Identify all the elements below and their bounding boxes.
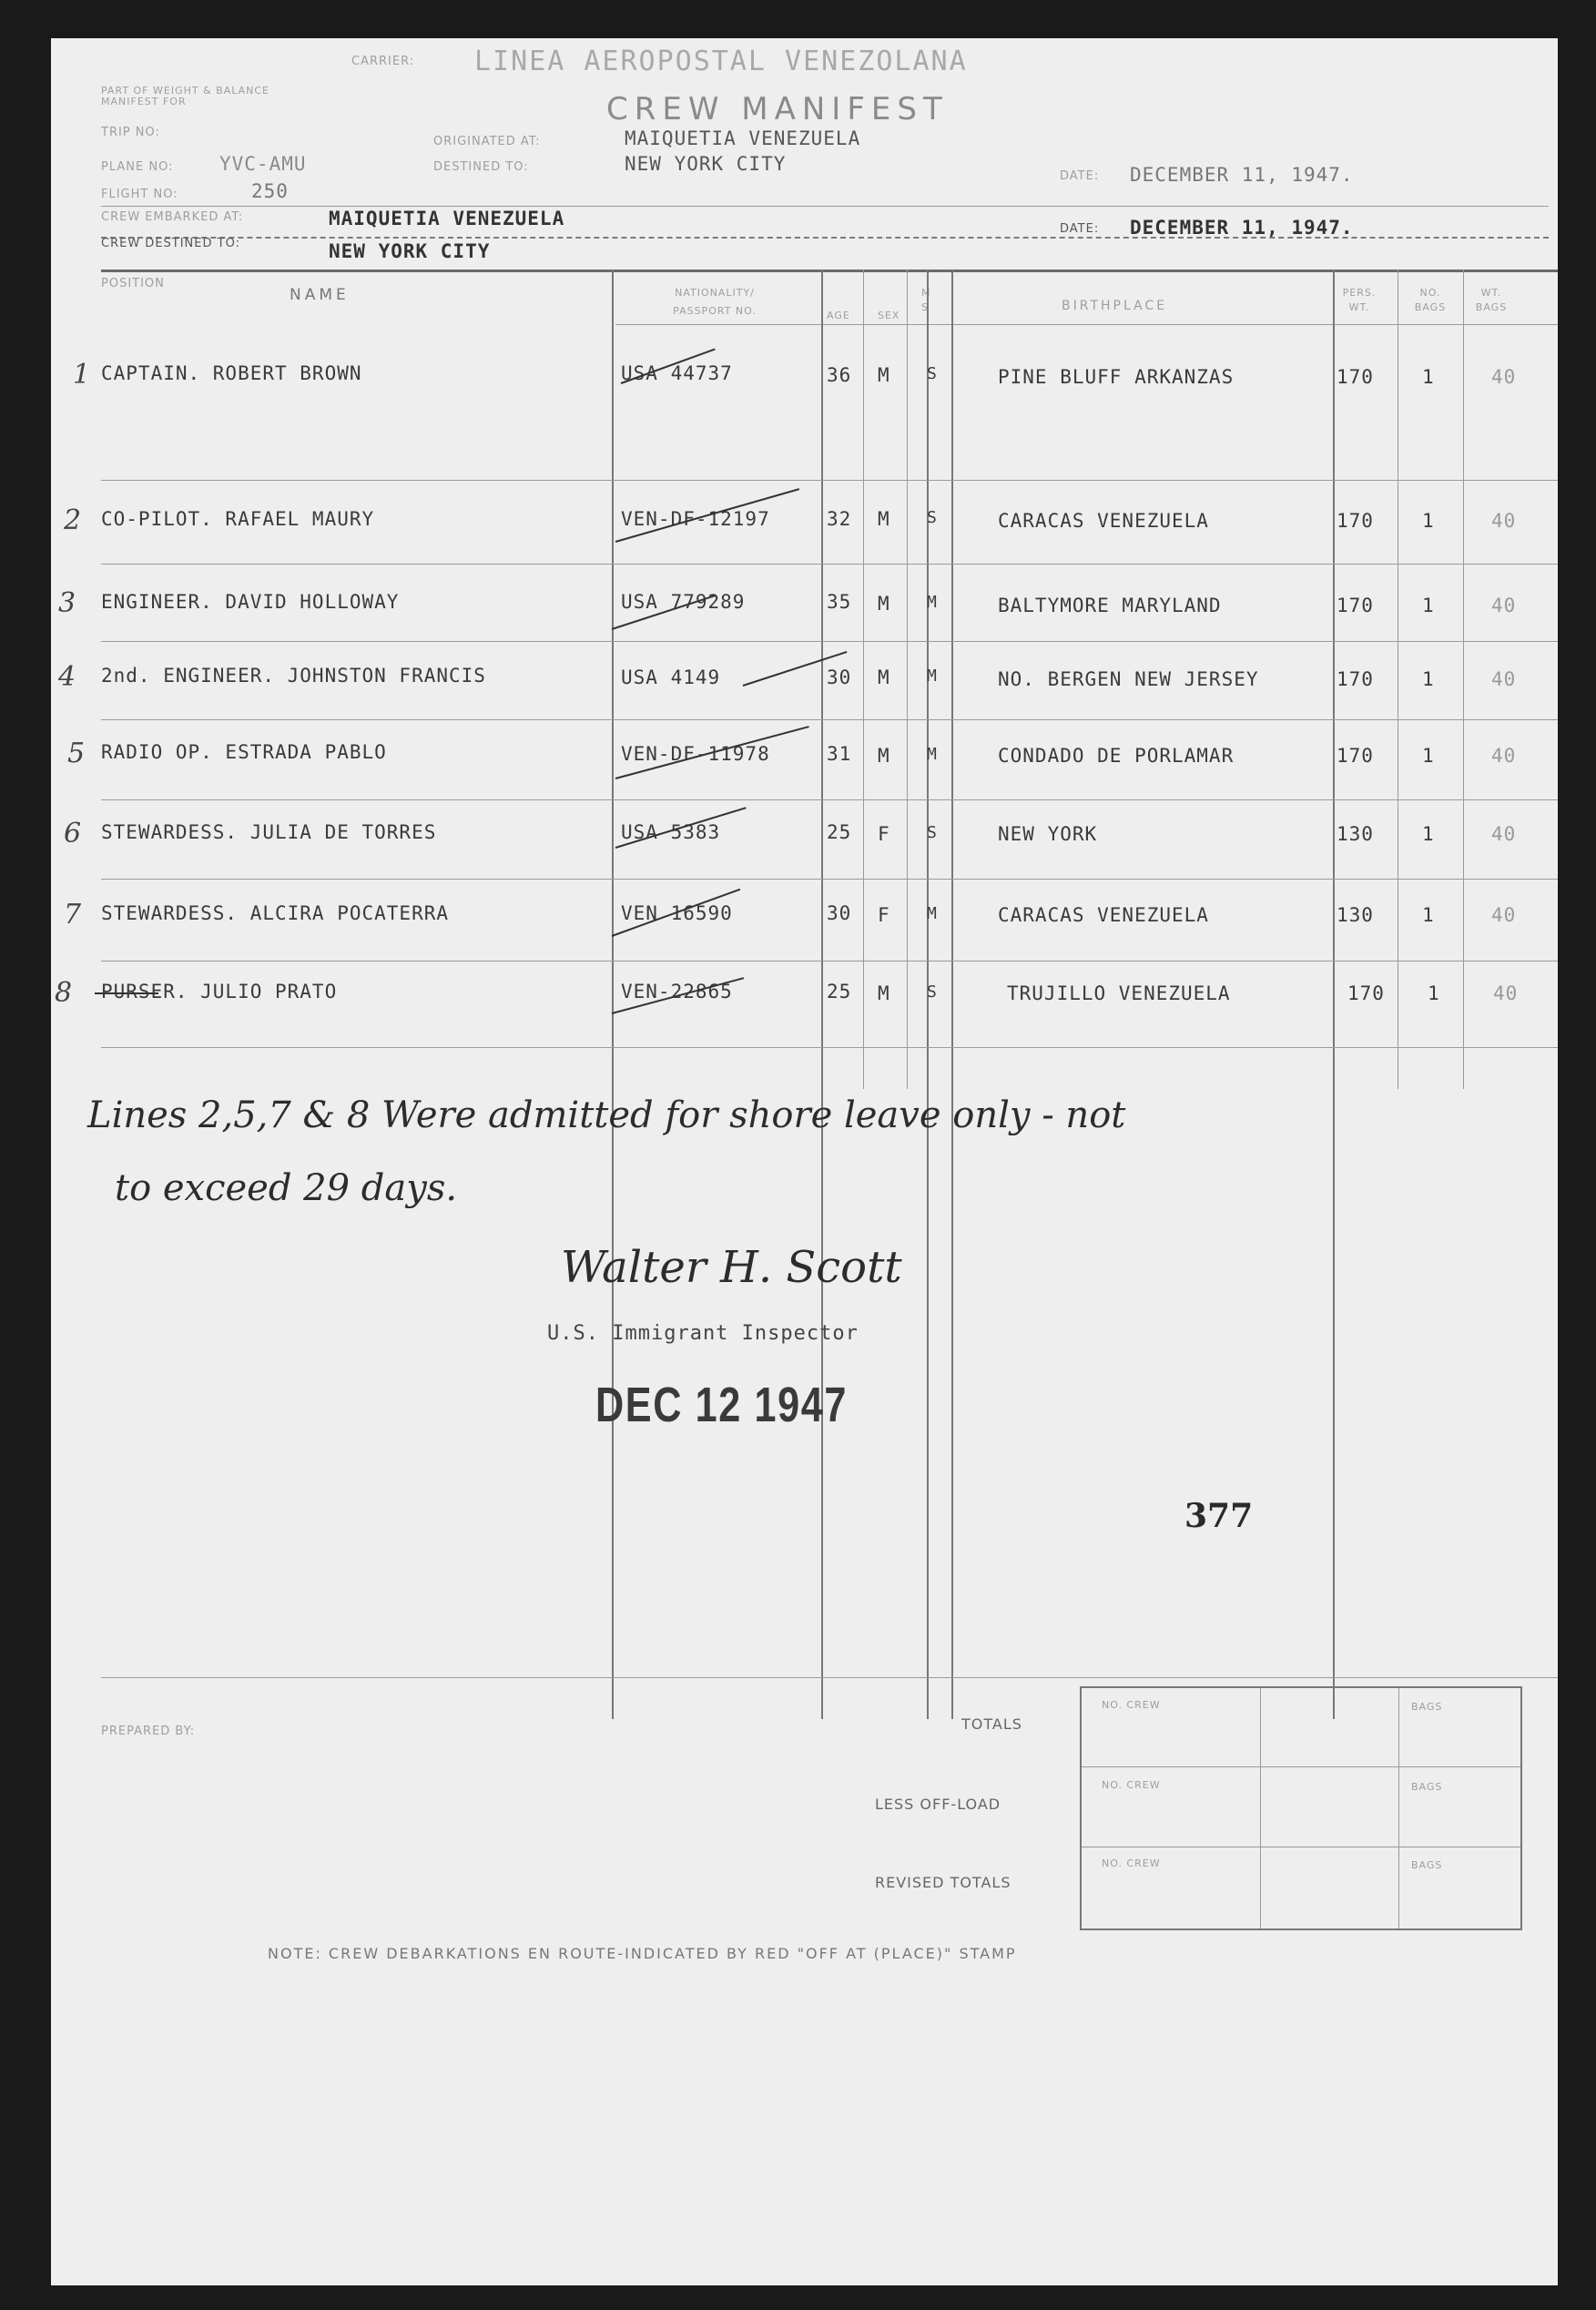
col-ms: M S: [921, 287, 931, 313]
bags-label: BAGS: [1411, 1781, 1443, 1793]
inspector-signature: Walter H. Scott: [561, 1242, 902, 1293]
bag-weight: 40: [1491, 366, 1517, 388]
birthplace: CARACAS VENEZUELA: [998, 510, 1209, 532]
weight: 170: [1337, 510, 1374, 532]
no-crew-label: NO. CREW: [1102, 1857, 1161, 1869]
inspector-title: U.S. Immigrant Inspector: [547, 1322, 859, 1345]
marital-status: M: [927, 667, 938, 686]
carrier-name: LINEA AEROPOSTAL VENEZOLANA: [474, 46, 968, 77]
col-no-bags: NO. BAGS: [1414, 287, 1447, 313]
passport: VEN-DF-11978: [621, 743, 770, 765]
bags: 1: [1422, 745, 1435, 767]
row-number: 6: [64, 818, 82, 850]
bag-weight: 40: [1491, 823, 1517, 845]
date2-label: DATE:: [1060, 222, 1100, 236]
prepared-by-label: PREPARED BY:: [101, 1725, 196, 1738]
totals-label: TOTALS: [961, 1715, 1022, 1733]
birthplace: NO. BERGEN NEW JERSEY: [998, 668, 1259, 690]
originated-value: MAIQUETIA VENEZUELA: [625, 127, 861, 149]
destined-value: NEW YORK CITY: [625, 153, 787, 175]
col-sex: SEX: [878, 310, 900, 321]
manifest-page: [51, 38, 1558, 2285]
birthplace: PINE BLUFF ARKANZAS: [998, 366, 1235, 388]
row-number: 7: [64, 899, 82, 931]
date2-value: DECEMBER 11, 1947.: [1130, 217, 1354, 239]
sex: M: [878, 364, 890, 386]
passport: USA 44737: [621, 362, 733, 384]
part-of-label: PART OF WEIGHT & BALANCE MANIFEST FOR: [101, 85, 269, 107]
weight: 130: [1337, 823, 1374, 845]
age: 35: [827, 591, 852, 613]
flight-value: 250: [251, 180, 289, 202]
position-name: CAPTAIN. ROBERT BROWN: [101, 362, 362, 384]
marital-status: M: [927, 593, 938, 612]
position-name: PURSER. JULIO PRATO: [101, 981, 338, 1002]
col-name: NAME: [290, 286, 350, 304]
date-label: DATE:: [1060, 169, 1100, 183]
sex: F: [878, 904, 890, 926]
bags: 1: [1422, 904, 1435, 926]
embarked-label: CREW EMBARKED AT:: [101, 210, 244, 224]
age: 32: [827, 508, 852, 530]
date-value: DECEMBER 11, 1947.: [1130, 164, 1354, 186]
row-number: 1: [73, 359, 91, 391]
flight-label: FLIGHT NO:: [101, 188, 178, 201]
age: 25: [827, 821, 852, 843]
age: 25: [827, 981, 852, 1002]
bag-weight: 40: [1491, 904, 1517, 926]
bag-weight: 40: [1491, 595, 1517, 616]
less-offload-label: LESS OFF-LOAD: [875, 1796, 1001, 1813]
no-crew-label: NO. CREW: [1102, 1699, 1161, 1711]
birthplace: NEW YORK: [998, 823, 1098, 845]
bags-label: BAGS: [1411, 1701, 1443, 1713]
handwritten-note-line2: to exceed 29 days.: [115, 1167, 458, 1209]
bags-label: BAGS: [1411, 1859, 1443, 1871]
marital-status: S: [927, 364, 938, 383]
birthplace: TRUJILLO VENEZUELA: [1007, 982, 1231, 1004]
passport: VEN 16590: [621, 902, 733, 924]
sex: M: [878, 745, 890, 767]
originated-label: ORIGINATED AT:: [433, 135, 541, 148]
no-crew-label: NO. CREW: [1102, 1779, 1161, 1791]
position-name: ENGINEER. DAVID HOLLOWAY: [101, 591, 400, 613]
sex: F: [878, 823, 890, 845]
footer-note: NOTE: CREW DEBARKATIONS EN ROUTE-INDICATED BY RED "OFF AT (PLACE)" STAMP: [268, 1945, 1017, 1962]
bag-weight: 40: [1493, 982, 1519, 1004]
birthplace: BALTYMORE MARYLAND: [998, 595, 1222, 616]
revised-totals-label: REVISED TOTALS: [875, 1874, 1011, 1891]
age: 31: [827, 743, 852, 765]
passport: USA 779289: [621, 591, 746, 613]
marital-status: S: [927, 823, 938, 842]
sex: M: [878, 508, 890, 530]
marital-status: M: [927, 745, 938, 764]
weight: 130: [1337, 904, 1374, 926]
position-strikethrough: [95, 992, 158, 994]
bag-weight: 40: [1491, 668, 1517, 690]
handwritten-note-line1: Lines 2,5,7 & 8 Were admitted for shore leave only - not: [87, 1094, 1126, 1136]
date-stamp: DEC 12 1947: [595, 1378, 848, 1432]
position-name: CO-PILOT. RAFAEL MAURY: [101, 508, 375, 530]
col-pers-wt: PERS. WT.: [1342, 287, 1377, 313]
row-number: 4: [58, 661, 76, 693]
age: 30: [827, 902, 852, 924]
position-name: 2nd. ENGINEER. JOHNSTON FRANCIS: [101, 665, 486, 687]
position-name: STEWARDESS. ALCIRA POCATERRA: [101, 902, 450, 924]
age: 36: [827, 364, 852, 386]
weight: 170: [1337, 745, 1374, 767]
bags: 1: [1422, 366, 1435, 388]
row-number: 5: [67, 738, 86, 769]
col-wt-bags: WT. BAGS: [1475, 287, 1508, 313]
birthplace: CARACAS VENEZUELA: [998, 904, 1209, 926]
destined-label: DESTINED TO:: [433, 160, 529, 174]
passport: USA 4149: [621, 667, 721, 688]
passport: USA 5383: [621, 821, 721, 843]
sex: M: [878, 667, 890, 688]
col-position: POSITION: [101, 277, 165, 290]
marital-status: S: [927, 982, 938, 1002]
bags: 1: [1422, 823, 1435, 845]
row-number: 2: [64, 504, 82, 536]
col-age: AGE: [827, 310, 850, 321]
page-number: 377: [1184, 1497, 1254, 1535]
row-number: 3: [58, 587, 76, 619]
plane-label: PLANE NO:: [101, 160, 174, 174]
passport: VEN-DF-12197: [621, 508, 770, 530]
carrier-label: CARRIER:: [351, 55, 415, 68]
sex: M: [878, 593, 890, 615]
plane-value: YVC-AMU: [219, 153, 307, 175]
crew-destined-label: CREW DESTINED TO:: [101, 237, 240, 250]
marital-status: S: [927, 508, 938, 527]
weight: 170: [1347, 982, 1385, 1004]
sex: M: [878, 982, 890, 1004]
col-birthplace: BIRTHPLACE: [1062, 299, 1168, 313]
col-nationality: NATIONALITY/ PASSPORT NO.: [673, 287, 757, 317]
bags: 1: [1422, 668, 1435, 690]
weight: 170: [1337, 668, 1374, 690]
page-title: CREW MANIFEST: [606, 91, 949, 127]
birthplace: CONDADO DE PORLAMAR: [998, 745, 1235, 767]
bags: 1: [1422, 510, 1435, 532]
crew-destined-value: NEW YORK CITY: [329, 240, 491, 262]
bags: 1: [1428, 982, 1440, 1004]
row-number: 8: [55, 977, 73, 1009]
trip-label: TRIP NO:: [101, 126, 160, 139]
bag-weight: 40: [1491, 510, 1517, 532]
weight: 170: [1337, 366, 1374, 388]
embarked-value: MAIQUETIA VENEZUELA: [329, 208, 565, 229]
weight: 170: [1337, 595, 1374, 616]
bags: 1: [1422, 595, 1435, 616]
position-name: STEWARDESS. JULIA DE TORRES: [101, 821, 437, 843]
bag-weight: 40: [1491, 745, 1517, 767]
passport: VEN-22865: [621, 981, 733, 1002]
totals-box: [1080, 1686, 1522, 1930]
position-name: RADIO OP. ESTRADA PABLO: [101, 741, 387, 763]
marital-status: M: [927, 904, 938, 923]
age: 30: [827, 667, 852, 688]
